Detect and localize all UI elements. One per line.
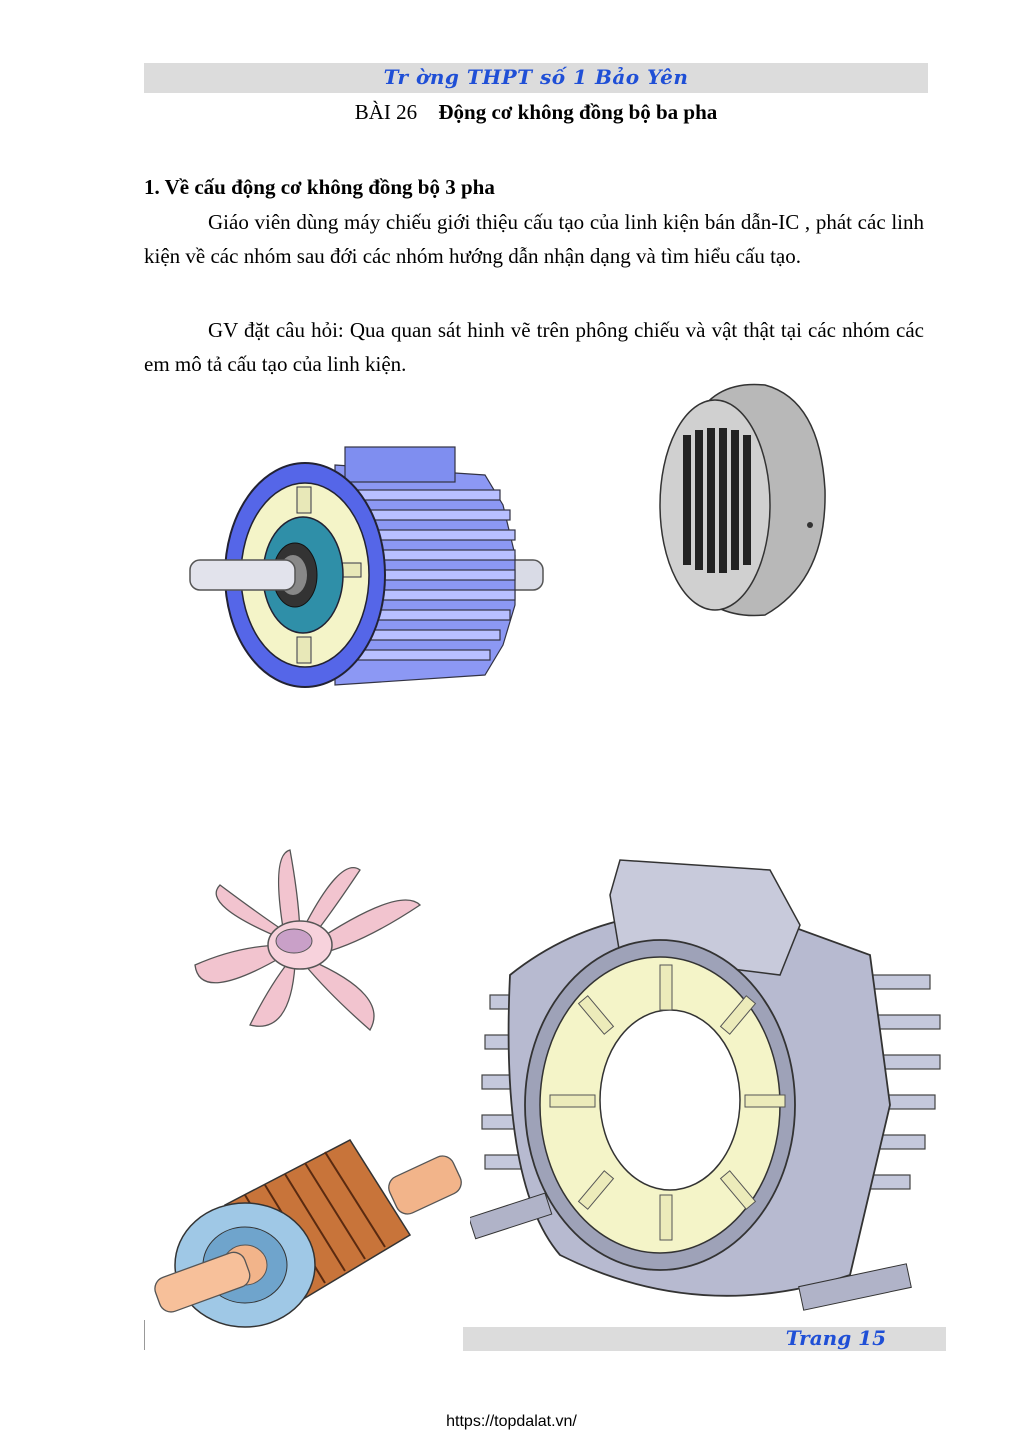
header-band [144, 63, 928, 93]
school-name: Tr ờng THPT số 1 Bảo Yên [383, 65, 689, 89]
cooling-fan-illustration [190, 845, 425, 1035]
stator-housing-illustration [470, 855, 945, 1325]
source-url: https://topdalat.vn/ [446, 1413, 577, 1430]
footer-band [463, 1327, 946, 1351]
fan-cover-illustration [655, 380, 830, 620]
motor-cutaway-illustration [185, 435, 550, 695]
paragraph-2: GV đặt câu hỏi: Qua quan sát hinh vẽ trên phông chiếu và vật thật tại các nhóm các em mô tả cấu tạo của linh kiện. [144, 318, 924, 376]
section-heading: 1. Về cấu động cơ không đồng bộ 3 pha [144, 175, 495, 199]
lesson-title [144, 100, 928, 125]
lesson-number: BÀI 26 [354, 100, 418, 124]
paragraph-1: Giáo viên dùng máy chiếu giới thiệu cấu tạo của linh kiện bán dẫn-IC , phát các linh kiện về các nhóm sau đới các nhóm hướng dẫn nhận dạng và tìm hiểu cấu tạo. [144, 210, 924, 268]
rotor-illustration [150, 1125, 470, 1360]
footer-divider [144, 1320, 145, 1350]
lesson-name: Động cơ không đồng bộ ba pha [438, 100, 718, 124]
page-number: Trang 15 [785, 1326, 886, 1350]
